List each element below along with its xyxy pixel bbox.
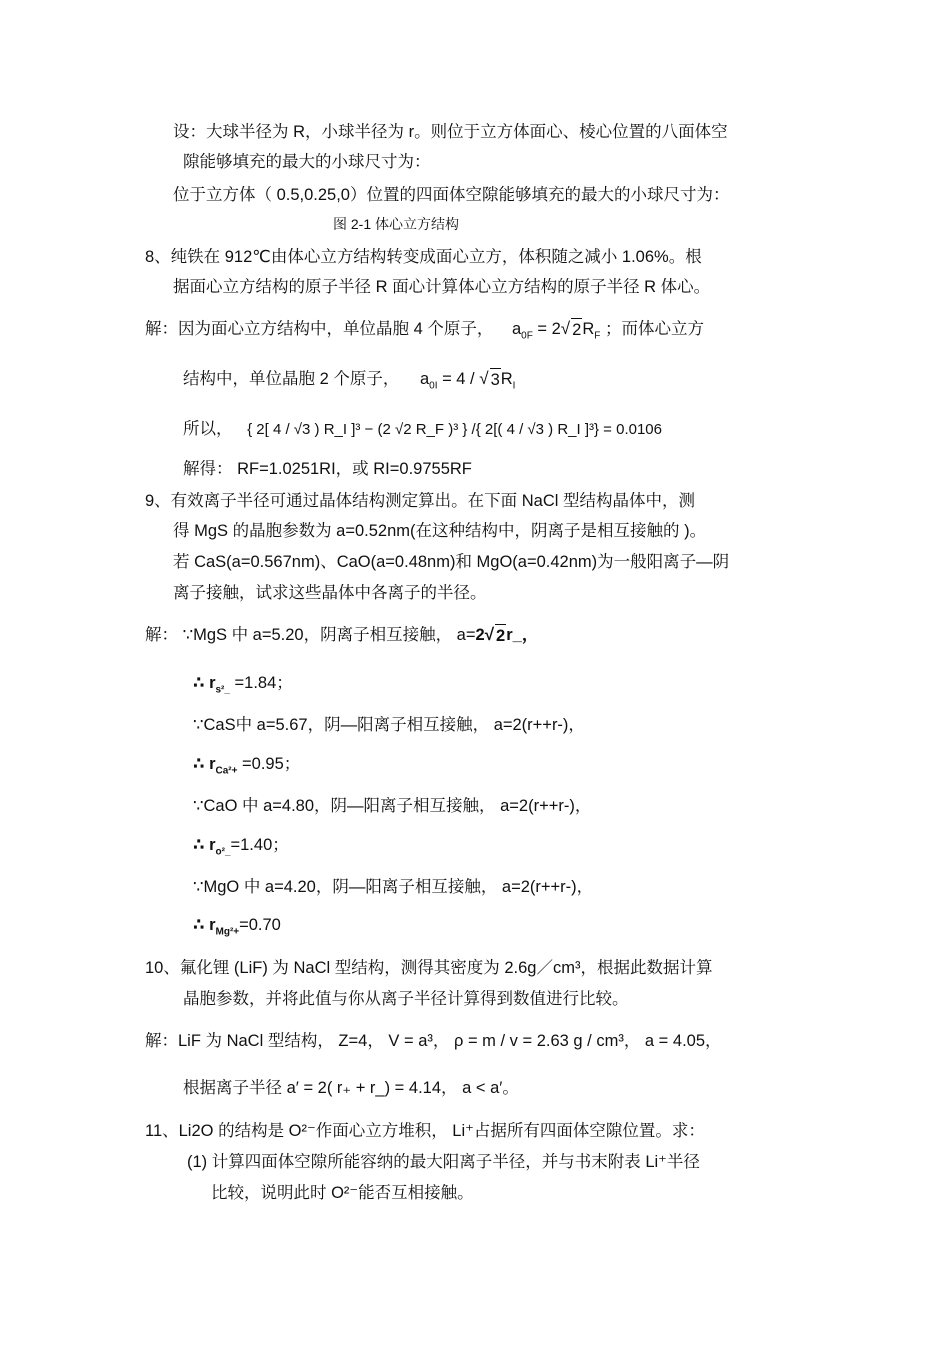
solution-8-line-3 bbox=[183, 418, 662, 441]
question-9-line-3: 若 CaS(a=0.567nm)、CaO(a=0.48nm)和 MgO(a=0.42nm)为一般阳离子—阴 bbox=[173, 553, 730, 571]
solution-9-line-6: ∴ $r_{o^2\_}=1.40$； bbox=[193, 836, 289, 858]
line-1: 设：大球半径为 R，小球半径为 r。则位于立方体面心、棱心位置的八面体空 bbox=[173, 123, 728, 141]
solution-8-text-2: 结构中，单位晶胞 2 个原子， bbox=[183, 370, 400, 388]
solution-9-line-2: ∴ $r_{s^2\_} =1.84$； bbox=[193, 674, 293, 696]
solution-9-line-7: ∵MgO 中 a=4.20，阴—阳离子相互接触， a=2(r++r-)， bbox=[193, 878, 594, 896]
equation-a0f: $a_{0F} = 2$ √ 2 $R_F$ bbox=[511, 319, 601, 342]
solution-9-line-4: ∴ $r_{Ca^2+} =0.95$； bbox=[193, 755, 301, 777]
question-10-line-2: 晶胞参数，并将此值与你从离子半径计算得到数值进行比较。 bbox=[183, 990, 629, 1008]
solution-8-text: 解：因为面心立方结构中，单位晶胞 4 个原子， bbox=[145, 320, 494, 338]
question-9-line-2: 得 MgS 的晶胞参数为 a=0.52nm(在这种结构中，阴离子是相互接触的 )。 bbox=[173, 522, 707, 540]
question-8-line-2: 据面心立方结构的原子半径 R 面心计算体心立方结构的原子半径 R 体心。 bbox=[173, 278, 711, 296]
solution-9-line-8: ∴ $r_{Mg^2+}=0.70$ bbox=[193, 916, 281, 938]
equation-a-mgs: 2 √ 2 bbox=[475, 625, 506, 645]
equation-volume-ratio: { 2[ 4 / √3 ) R_I ]³ − (2 √2 R_F )³ } /{ 2[( 4 / √3 ) R_I ]³} = 0.0106 bbox=[247, 421, 662, 438]
solution-9-line-1 bbox=[145, 624, 538, 647]
solution-8-result: 解得： RF=1.0251RI，或 RI=0.9755RF bbox=[183, 460, 472, 478]
question-10-line-1: 10、氟化锂 (LiF) 为 NaCl 型结构，测得其密度为 2.6g／cm³，根据此数据计算 bbox=[145, 959, 713, 977]
solution-10-line-1: 解：LiF 为 NaCl 型结构， Z=4， V = a³， ρ = m / v = 2.63 g / cm³， a = 4.05， bbox=[145, 1032, 722, 1050]
question-11-line-2: (1) 计算四面体空隙所能容纳的最大阳离子半径，并与书末附表 Li⁺半径 bbox=[187, 1153, 700, 1171]
solution-8-text-3: 所以， bbox=[183, 420, 233, 438]
question-11-line-3: 比较，说明此时 O²⁻能否互相接触。 bbox=[211, 1184, 474, 1202]
solution-8-line-1 bbox=[145, 318, 704, 341]
solution-9-line-5: ∵CaO 中 a=4.80，阴—阳离子相互接触， a=2(r++r-)， bbox=[193, 797, 592, 815]
solution-8-tail: ；而体心立方 bbox=[604, 320, 704, 338]
question-8-line-1: 8、纯铁在 912℃由体心立方结构转变成面心立方，体积随之减小 1.06%。根 bbox=[145, 248, 702, 266]
figure-caption: 图 2-1 体心立方结构 bbox=[333, 216, 460, 232]
solution-9-tail: r_， bbox=[506, 626, 539, 644]
solution-9-line-3: ∵CaS中 a=5.67，阴—阳离子相互接触， a=2(r++r-)， bbox=[193, 716, 585, 734]
solution-10-line-2: 根据离子半径 a′ = 2( r₊ + r_) = 4.14， a < a′。 bbox=[183, 1079, 519, 1097]
line-3: 位于立方体（ 0.5,0.25,0）位置的四面体空隙能够填充的最大的小球尺寸为： bbox=[173, 186, 730, 204]
equation-a0i: $a_{0I} = 4$ / √ 3 $R_I$ bbox=[419, 369, 516, 392]
solution-8-line-2 bbox=[183, 368, 515, 391]
question-9-line-1: 9、有效离子半径可通过晶体结构测定算出。在下面 NaCl 型结构晶体中，测 bbox=[145, 492, 696, 510]
question-11-line-1: 11、Li2O 的结构是 O²⁻作面心立方堆积， Li⁺占据所有四面体空隙位置。求： bbox=[145, 1122, 705, 1140]
solution-9-text: 解： ∵MgS 中 a=5.20，阴离子相互接触， a= bbox=[145, 626, 476, 644]
line-2: 隙能够填充的最大的小球尺寸为： bbox=[183, 153, 431, 171]
question-9-line-4: 离子接触，试求这些晶体中各离子的半径。 bbox=[173, 584, 487, 602]
